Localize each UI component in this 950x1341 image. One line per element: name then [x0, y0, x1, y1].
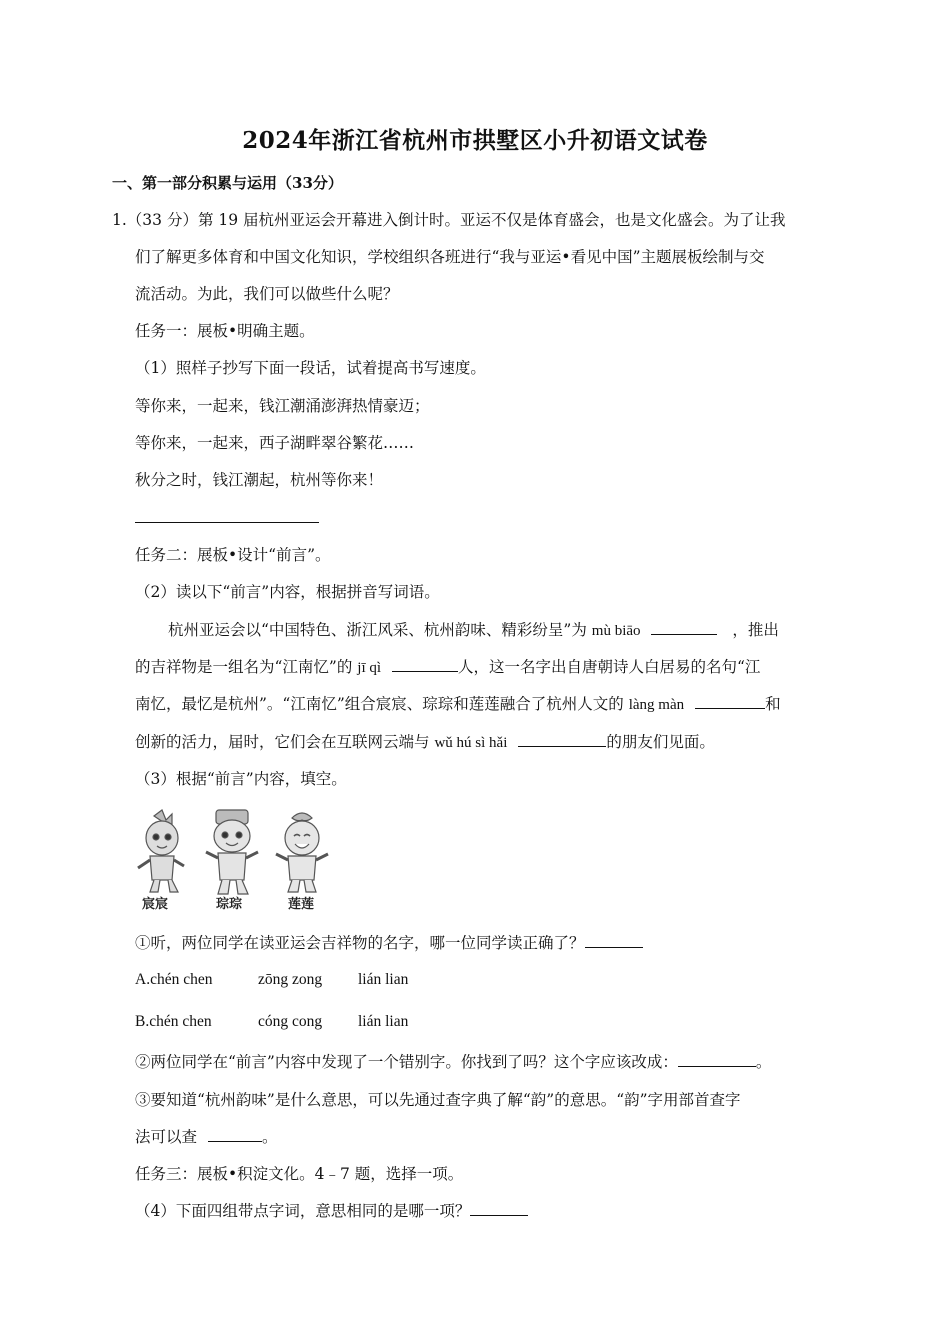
- answer-blank[interactable]: [392, 657, 458, 672]
- sub-question-4: [135, 1201, 528, 1221]
- preface-text: ，推出: [732, 621, 779, 639]
- answer-blank[interactable]: [208, 1127, 262, 1142]
- mascot-lianlian: [276, 813, 328, 892]
- poem-line-1: 等你来，一起来，钱江潮涌澎湃热情豪迈；: [135, 397, 430, 415]
- sub-question-1: （1）照样子抄写下面一段话，试着提高书写速度。: [135, 359, 486, 377]
- mascot-congcong: [206, 810, 258, 894]
- sub-item-text: 法可以查: [135, 1128, 198, 1146]
- sub-question-3: （3）根据“前言”内容，填空。: [135, 770, 347, 788]
- option-b-col-3: lián lian: [358, 1013, 409, 1030]
- option-b-col-2: cóng cong: [258, 1013, 323, 1030]
- sub-item-text: （4）下面四组带点字词，意思相同的是哪一项？: [135, 1202, 471, 1220]
- sub-item-1: [135, 933, 643, 953]
- section-heading: 一、第一部分积累与运用（33分）: [112, 174, 343, 192]
- answer-blank[interactable]: [651, 620, 717, 635]
- pinyin-prompt: jī qì: [357, 660, 382, 676]
- sub-item-text: ①听，两位同学在读亚运会吉祥物的名字，哪一位同学读正确了？: [135, 934, 585, 952]
- option-a-col-3: lián lian: [358, 971, 409, 988]
- question-1-line-2: 们了解更多体育和中国文化知识，学校组织各班进行“我与亚运•看见中国”主题展板绘制与交: [135, 248, 765, 266]
- preface-text: 和: [765, 695, 781, 713]
- option-a-col-2: zōng zong: [258, 971, 323, 988]
- preface-text: 南忆，最忆是杭州”。“江南忆”组合宸宸、琮琮和莲莲融合了杭州人文的: [135, 695, 624, 713]
- pinyin-prompt: mù biāo: [591, 623, 641, 639]
- preface-line-1: [168, 620, 779, 641]
- sub-item-text: 。: [755, 1053, 772, 1071]
- answer-blank[interactable]: [695, 694, 765, 709]
- preface-text: 的吉祥物是一组名为“江南忆”的: [135, 658, 353, 676]
- sub-item-3-line-2: [135, 1127, 277, 1147]
- page-title: 2024年浙江省杭州市拱墅区小升初语文试卷: [242, 127, 708, 154]
- sub-item-text: 。: [261, 1128, 278, 1146]
- question-1-line-3: 流活动。为此，我们可以做些什么呢？: [135, 285, 399, 303]
- answer-blank[interactable]: [518, 732, 606, 747]
- pinyin-prompt: làng màn: [628, 697, 685, 713]
- task-3-heading: 任务三：展板•积淀文化。4﹣7 题，选择一项。: [135, 1165, 464, 1183]
- answer-blank[interactable]: [678, 1052, 756, 1067]
- preface-text: 人，这一名字出自唐朝诗人白居易的名句“江: [458, 658, 761, 676]
- answer-blank[interactable]: [585, 933, 643, 948]
- poem-line-2: 等你来，一起来，西子湖畔翠谷繁花……: [135, 434, 415, 452]
- sub-item-3-line-1: ③要知道“杭州韵味”是什么意思，可以先通过查字典了解“韵”的意思。“韵”字用部首查字: [135, 1091, 741, 1109]
- mascot-name: 琮琮: [216, 897, 243, 912]
- preface-text: 杭州亚运会以“中国特色、浙江风采、杭州韵味、精彩纷呈”为: [168, 621, 587, 639]
- task-1-heading: 任务一：展板•明确主题。: [135, 322, 315, 340]
- poem-line-3: 秋分之时，钱江潮起，杭州等你来！: [135, 471, 384, 489]
- copy-answer-blank[interactable]: [135, 522, 319, 523]
- mascot-illustration: [132, 808, 342, 912]
- preface-line-2: [135, 657, 760, 678]
- preface-line-3: [135, 694, 781, 715]
- option-a-col-1[interactable]: A.chén chen: [135, 971, 213, 988]
- preface-text: 的朋友们见面。: [606, 733, 715, 751]
- sub-question-2: （2）读以下“前言”内容，根据拼音写词语。: [135, 583, 440, 601]
- answer-blank[interactable]: [470, 1201, 528, 1216]
- mascot-name: 宸宸: [142, 897, 169, 912]
- question-1-line-1: 1.（33 分）第 19 届杭州亚运会开幕进入倒计时。亚运不仅是体育盛会，也是文化盛会。为了让我: [112, 211, 786, 229]
- preface-line-4: [135, 732, 715, 753]
- mascot-name: 莲莲: [288, 897, 315, 912]
- preface-text: 创新的活力，届时，它们会在互联网云端与: [135, 733, 430, 751]
- mascot-chenchen: [138, 810, 184, 892]
- option-b-col-1[interactable]: B.chén chen: [135, 1013, 212, 1030]
- task-2-heading: 任务二：展板•设计“前言”。: [135, 546, 331, 564]
- sub-item-text: ②两位同学在“前言”内容中发现了一个错别字。你找到了吗？这个字应该改成：: [135, 1053, 678, 1071]
- pinyin-prompt: wǔ hú sì hǎi: [434, 735, 508, 751]
- sub-item-2: [135, 1052, 771, 1072]
